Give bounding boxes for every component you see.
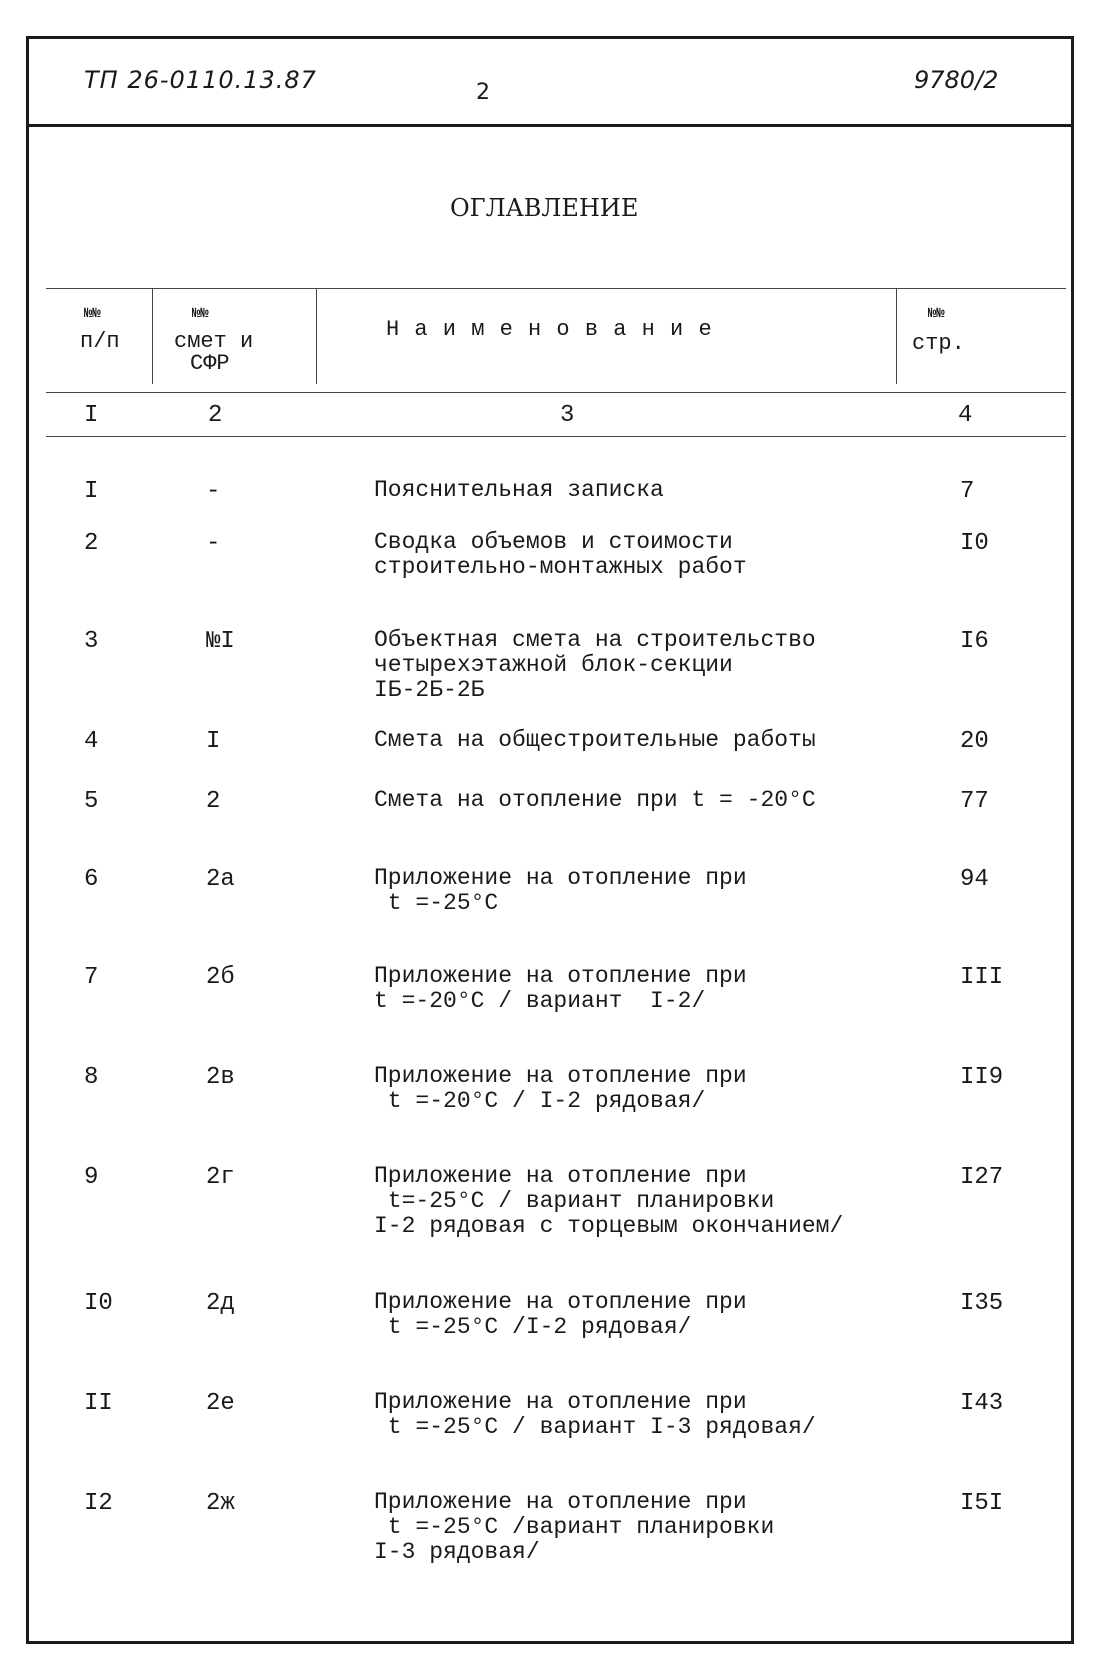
col-number-4: 4: [958, 402, 973, 429]
document-code: ТП 26-0110.13.87: [84, 66, 317, 94]
row-name: Приложение на отопление при t =-25°C /I-2 рядовая/: [374, 1289, 747, 1340]
row-number: 6: [84, 866, 99, 893]
row-number: I2: [84, 1490, 113, 1517]
table-top-line: [46, 288, 1066, 289]
row-smeta: 2г: [206, 1164, 235, 1191]
row-smeta: 2е: [206, 1390, 235, 1417]
row-smeta: 2а: [206, 866, 235, 893]
col4-sign: №№: [928, 306, 945, 322]
row-number: 4: [84, 728, 99, 755]
row-name: Сводка объемов и стоимости строительно-монтажных работ: [374, 529, 747, 580]
row-number: 5: [84, 788, 99, 815]
row-smeta: 2б: [206, 964, 235, 991]
row-number: 8: [84, 1064, 99, 1091]
row-smeta: 2: [206, 788, 221, 815]
row-number: I: [84, 478, 99, 505]
col3-header: Н а и м е н о в а н и е: [386, 317, 713, 342]
row-page: 20: [960, 728, 989, 755]
row-name: Приложение на отопление при t =-20°C / вариант I-2/: [374, 963, 747, 1014]
row-number: 3: [84, 628, 99, 655]
sheet-reference: 9780/2: [914, 66, 999, 94]
row-smeta: 2в: [206, 1064, 235, 1091]
row-page: 94: [960, 866, 989, 893]
row-page: I5I: [960, 1490, 1004, 1517]
row-number: 2: [84, 530, 99, 557]
table-colnum-line: [46, 436, 1066, 437]
row-page: II9: [960, 1064, 1004, 1091]
col2-header-line1: смет и: [174, 329, 254, 354]
row-page: I6: [960, 628, 989, 655]
row-name: Приложение на отопление при t =-25°C / вариант I-3 рядовая/: [374, 1389, 816, 1440]
row-smeta: I: [206, 728, 221, 755]
row-name: Приложение на отопление при t =-25°C /вариант планировки I-3 рядовая/: [374, 1489, 775, 1565]
header-separator-3: [896, 288, 897, 384]
col4-header: стр.: [912, 331, 965, 356]
row-page: III: [960, 964, 1004, 991]
row-page: I27: [960, 1164, 1004, 1191]
row-page: 7: [960, 478, 975, 505]
col-number-2: 2: [208, 402, 223, 429]
row-smeta: -: [206, 530, 221, 557]
col2-header-line2: СФР: [190, 351, 230, 376]
page-number: 2: [476, 80, 490, 105]
row-page: I35: [960, 1290, 1004, 1317]
col1-sign: №№: [84, 306, 101, 322]
row-number: 7: [84, 964, 99, 991]
row-name: Приложение на отопление при t =-20°C / I-2 рядовая/: [374, 1063, 747, 1114]
row-name: Смета на отопление при t = -20°C: [374, 787, 816, 813]
col2-sign: №№: [192, 306, 209, 322]
col1-header: п/п: [80, 329, 120, 354]
header-separator-2: [316, 288, 317, 384]
row-name: Объектная смета на строительство четырехэтажной блок-секции IБ-2Б-2Б: [374, 627, 816, 703]
page-title: ОГЛАВЛЕНИЕ: [450, 194, 639, 222]
row-name: Пояснительная записка: [374, 477, 664, 503]
row-number: II: [84, 1390, 113, 1417]
header-divider: [26, 124, 1074, 127]
header-separator-1: [152, 288, 153, 384]
table-header-bottom-line: [46, 392, 1066, 393]
col-number-3: 3: [560, 402, 575, 429]
row-name: Приложение на отопление при t=-25°C / вариант планировки I-2 рядовая с торцевым окончанием/: [374, 1163, 844, 1239]
row-page: I43: [960, 1390, 1004, 1417]
row-smeta: 2д: [206, 1290, 235, 1317]
col-number-1: I: [84, 402, 99, 429]
row-page: 77: [960, 788, 989, 815]
row-name: Смета на общестроительные работы: [374, 727, 816, 753]
row-number: 9: [84, 1164, 99, 1191]
row-smeta: №I: [206, 628, 235, 655]
row-smeta: 2ж: [206, 1490, 235, 1517]
row-page: I0: [960, 530, 989, 557]
row-number: I0: [84, 1290, 113, 1317]
row-name: Приложение на отопление при t =-25°C: [374, 865, 747, 916]
row-smeta: -: [206, 478, 221, 505]
